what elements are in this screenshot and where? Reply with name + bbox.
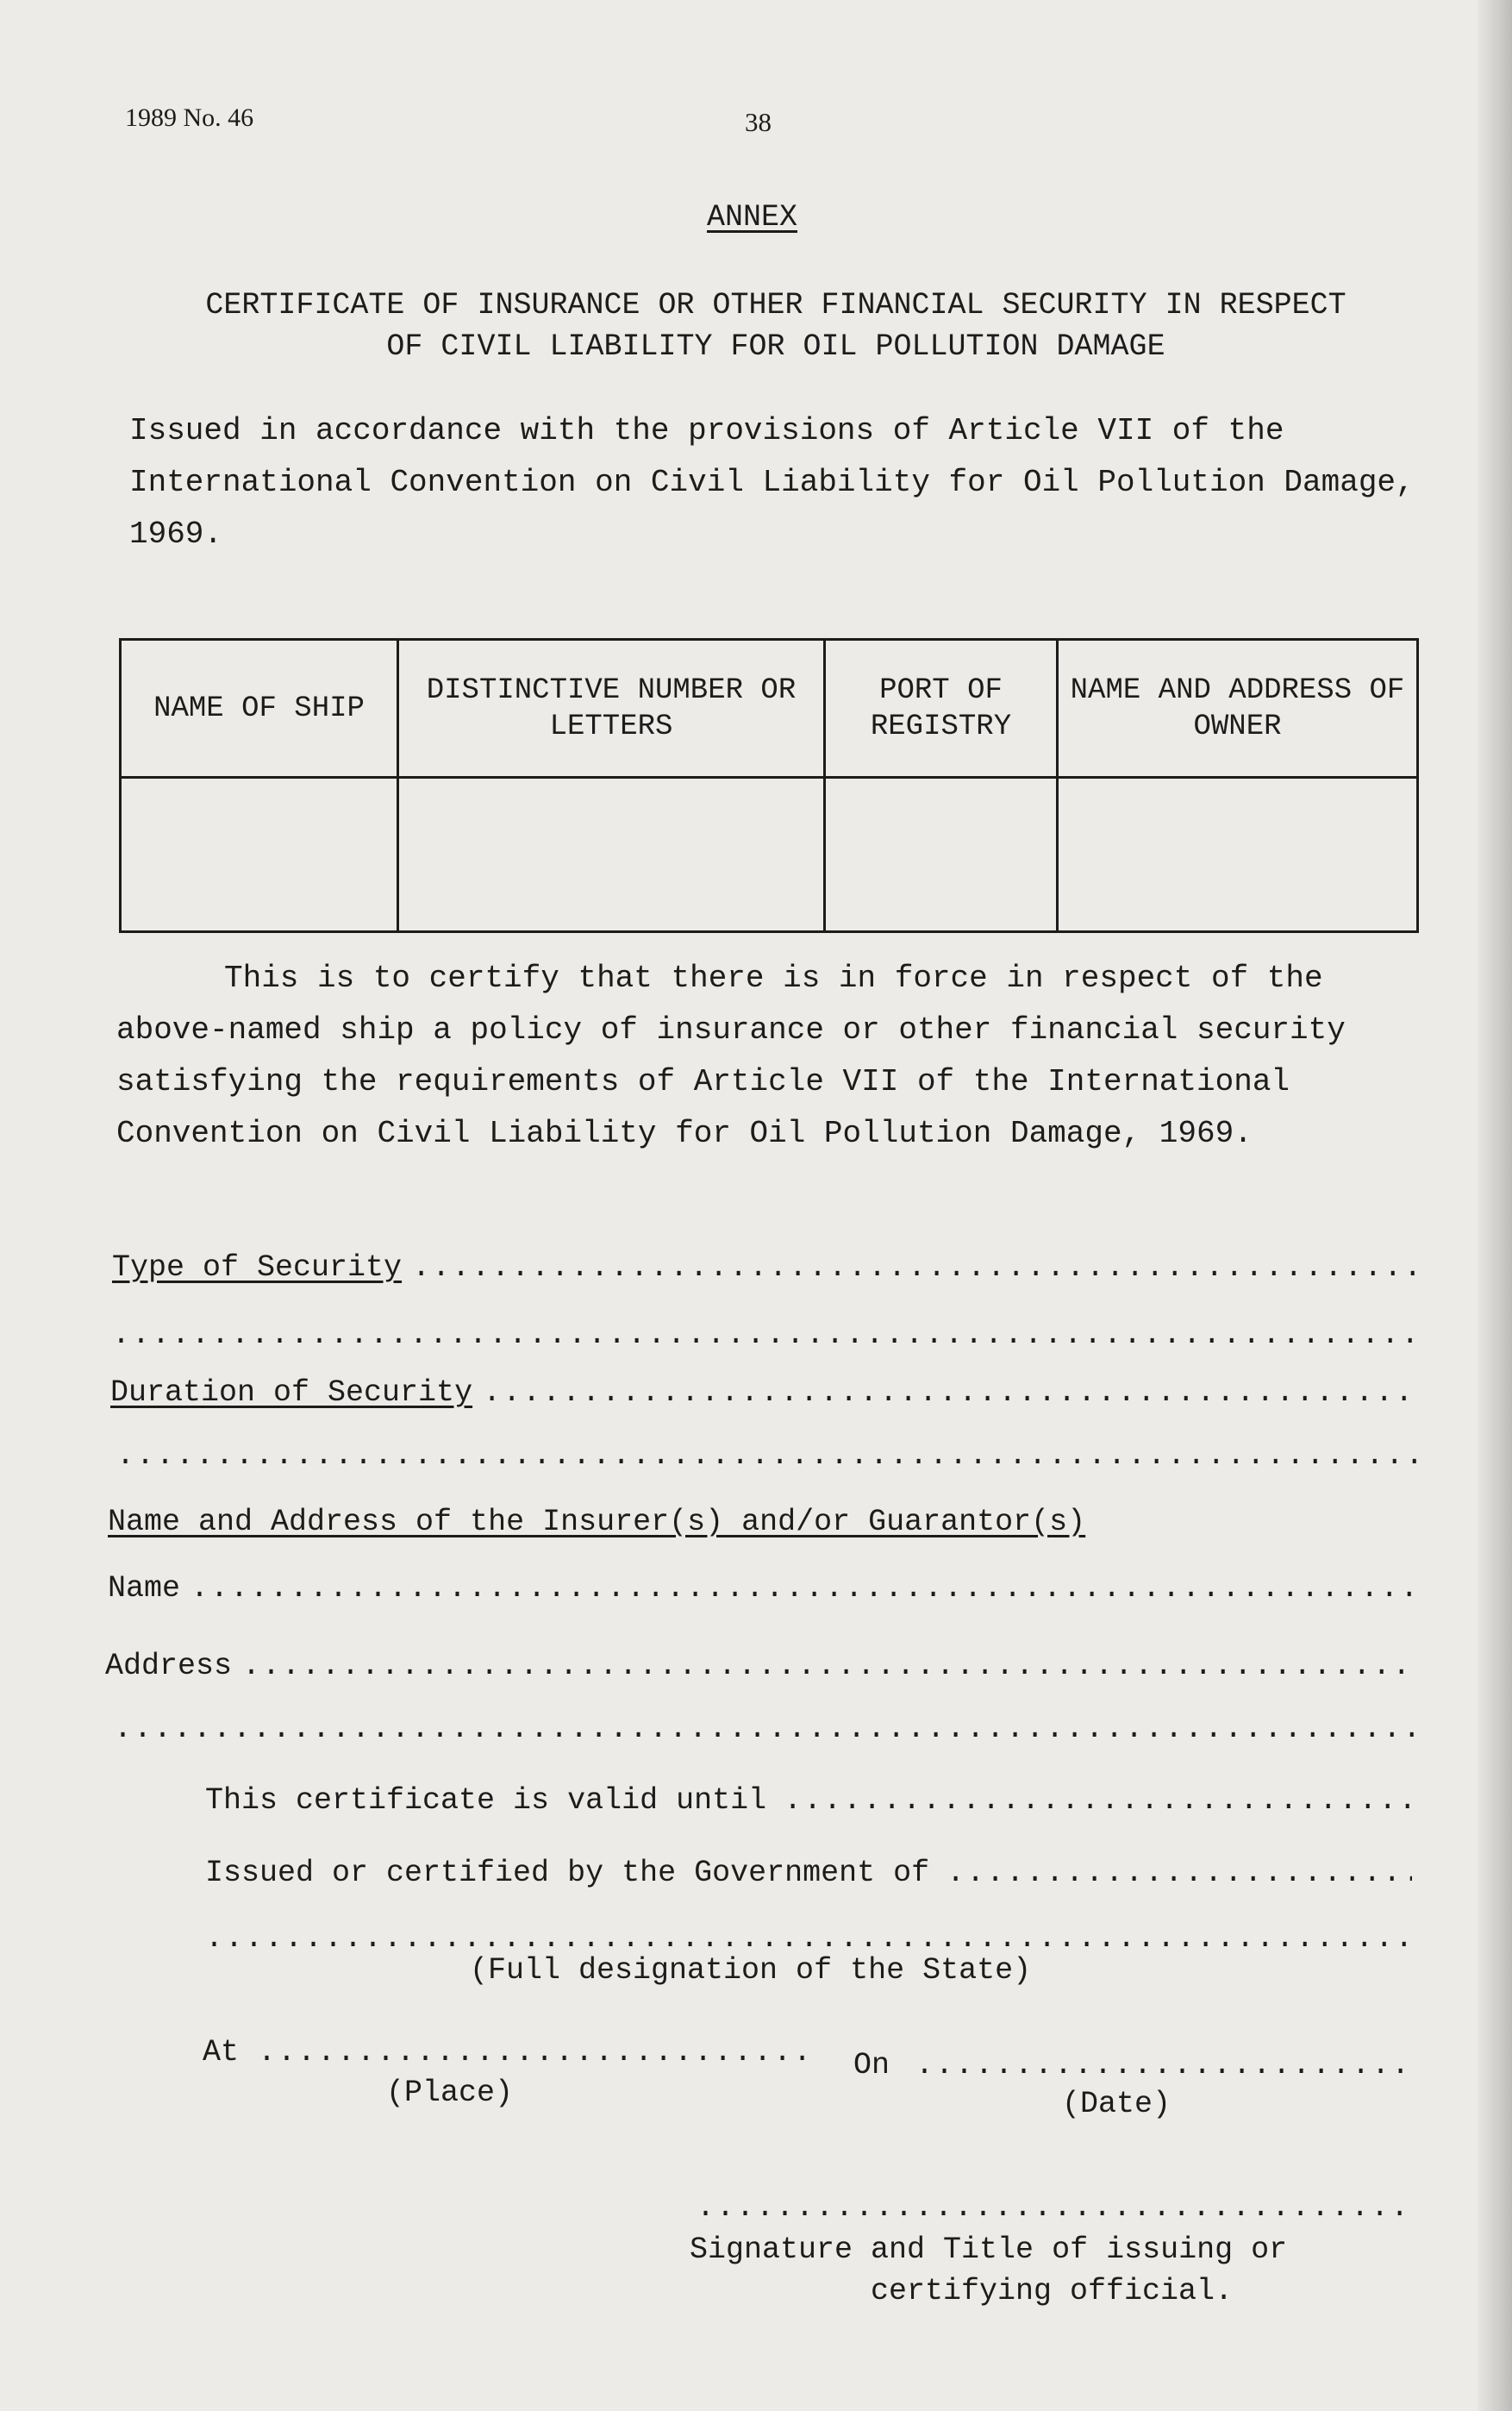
fill-line [191,1571,1418,1606]
signature-caption [690,2229,1414,2312]
signature-line[interactable] [697,2190,1405,2225]
type-of-security-field[interactable] [112,1250,1418,1285]
place-caption: (Place) [386,2076,514,2110]
insurer-heading-label: Name and Address of the Insurer(s) and/or Guarantor(s) [108,1505,1086,1539]
insurer-name-label: Name [108,1571,181,1606]
valid-until-field[interactable] [205,1783,1418,1818]
fill-line [483,1375,1418,1410]
column-header-ship-name: NAME OF SHIP [121,640,398,778]
signature-caption-line2-text: certifying official. [871,2274,1234,2308]
duration-of-security-label: Duration of Security [110,1375,473,1410]
table-cell-ship-name[interactable] [121,778,398,932]
table-header-row [121,640,1418,778]
fill-line [915,2048,1409,2082]
fill-line [242,1649,1418,1683]
page-number: 38 [745,107,772,137]
on-date-field[interactable] [853,2048,1409,2082]
fill-line [697,2190,1405,2225]
at-place-field[interactable] [203,2035,806,2070]
column-header-distinctive-number: DISTINCTIVE NUMBER OR LETTERS [398,640,825,778]
issued-paragraph: Issued in accordance with the provisions of Article VII of the International Convention on Civil Liability for Oil Pollution Damage, 1969. [129,413,1415,552]
fill-line [205,1921,1418,1956]
certificate-title [129,285,1422,367]
page-edge-shadow [1478,0,1512,2411]
full-designation-caption: (Full designation of the State) [470,1953,1032,1988]
duration-of-security-continuation[interactable] [116,1438,1418,1473]
statute-reference: 1989 No. 46 [125,103,254,132]
signature-caption-line2 [690,2270,1414,2312]
at-label: At [203,2035,240,2070]
insurer-address-field[interactable] [105,1649,1418,1683]
fill-line [412,1250,1418,1285]
certify-paragraph [116,953,1444,1160]
issued-by-field[interactable] [205,1856,1412,1890]
annex-heading: ANNEX [707,200,798,235]
table-cell-distinctive-number[interactable] [398,778,825,932]
insurer-address-label: Address [105,1649,233,1683]
certify-text: This is to certify that there is in force in respect of the above-named ship a policy of insurance or other financial security satisfying the requirements of Article VII of the International Convention on Civil Liability for Oil Pollution Damage, 1969. [116,961,1346,1151]
date-caption: (Date) [1062,2087,1171,2121]
signature-caption-line1: Signature and Title of issuing or [690,2233,1288,2267]
state-designation-field[interactable] [205,1921,1418,1956]
certificate-title-line1: CERTIFICATE OF INSURANCE OR OTHER FINANCIAL SECURITY IN RESPECT [205,288,1346,323]
type-of-security-continuation[interactable] [112,1318,1418,1352]
fill-line [114,1712,1418,1746]
table-row [121,778,1418,932]
fill-line [784,1783,1418,1818]
type-of-security-label: Type of Security [112,1250,403,1285]
column-header-owner: NAME AND ADDRESS OF OWNER [1058,640,1418,778]
insurer-heading [108,1505,1085,1539]
table-cell-owner[interactable] [1058,778,1418,932]
valid-until-label: This certificate is valid until [205,1783,767,1818]
insurer-address-continuation[interactable] [114,1712,1418,1746]
insurer-name-field[interactable] [108,1571,1418,1606]
table-cell-port[interactable] [825,778,1058,932]
ship-details-table [119,638,1419,933]
issued-by-label: Issued or certified by the Government of [205,1856,930,1890]
fill-line [112,1318,1418,1352]
fill-line [116,1438,1418,1473]
fill-line [258,2035,806,2070]
certificate-title-line2: OF CIVIL LIABILITY FOR OIL POLLUTION DAMAGE [386,329,1165,364]
on-label: On [853,2048,890,2082]
duration-of-security-field[interactable] [110,1375,1418,1410]
column-header-port: PORT OF REGISTRY [825,640,1058,778]
fill-line [947,1856,1412,1890]
